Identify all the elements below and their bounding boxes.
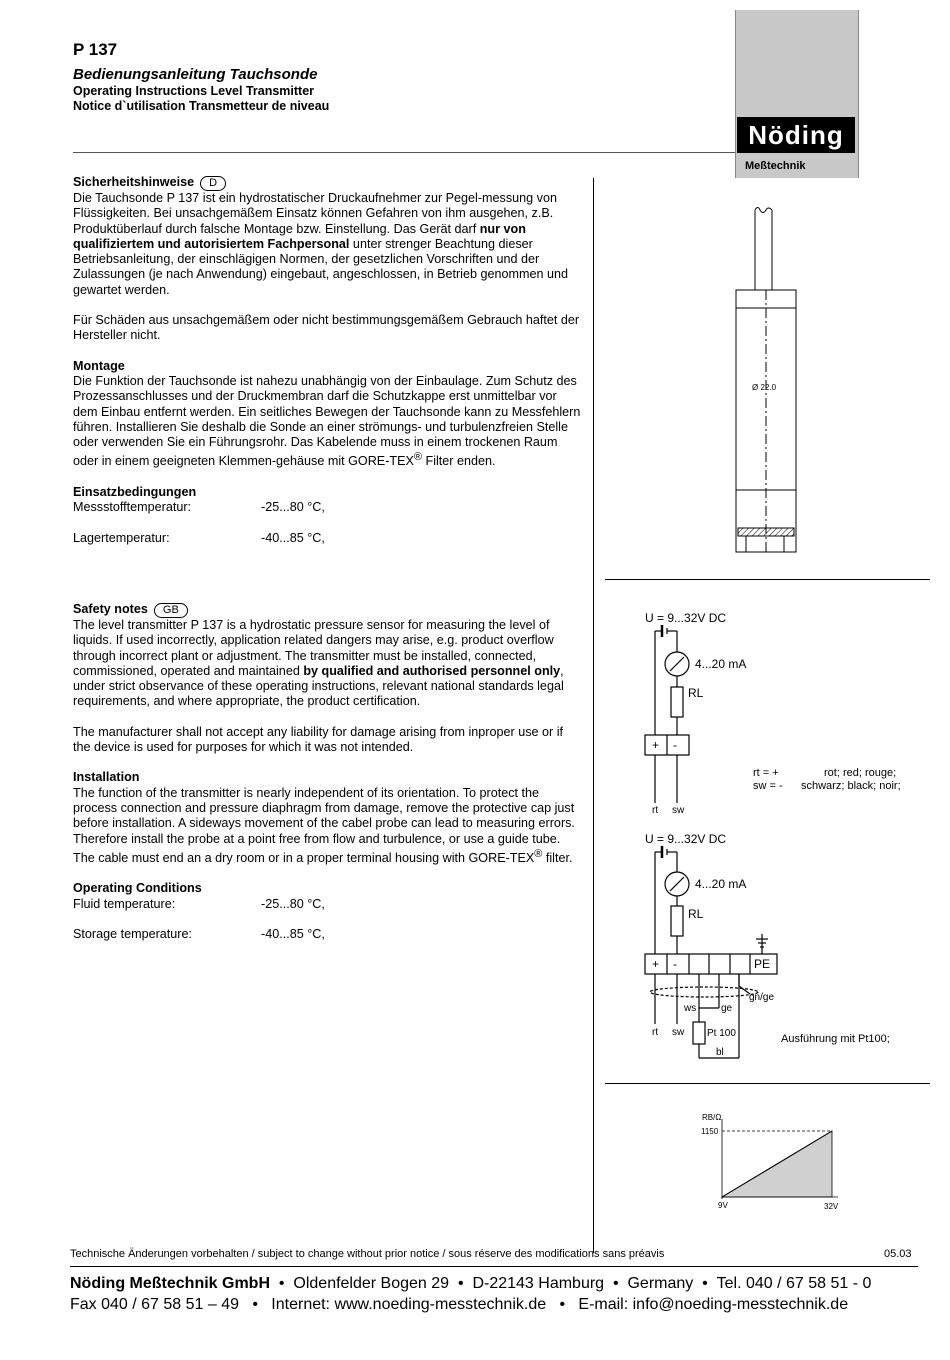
installation-paragraph: The function of the transmitter is nearly independent of its orientation. To protect the process connection and pressure diaphragm from damage, remove the protective cap just before installation. A sideways movement of the cabel probe can lead to measuring errors. Therefore install the probe at a point free from flow and turbulence, or use a guide tube. The cable must end an a dry room or in a proper terminal housing with GORE-TEX® filter. — [73, 785, 575, 866]
wire-bl-label: bl — [716, 1047, 724, 1058]
legend-sw-value: schwarz; black; noir; — [801, 780, 901, 792]
wire-rt-label-2: rt — [652, 1027, 659, 1038]
logo-tagline: Meßtechnik — [745, 160, 806, 172]
company-logo: Nöding — [737, 117, 855, 153]
telephone: Tel. 040 / 67 58 51 - 0 — [716, 1275, 872, 1292]
terminal-plus-1: + — [652, 738, 660, 752]
supply-label-1: U = 9...32V DC — [645, 611, 727, 625]
fax: Fax 040 / 67 58 51 – 49 — [70, 1296, 240, 1313]
footer-address-line: Nöding Meßtechnik GmbH • Oldenfelder Bogen 29 • D-22143 Hamburg • Germany • Tel. 040 / 67 58 51 - 0 — [70, 1275, 872, 1292]
footer-contact-line: Fax 040 / 67 58 51 – 49 • Internet: www.noeding-messtechnik.de • E-mail: info@noeding-messtechnik.de — [70, 1296, 849, 1313]
wire-gnge-label: gn/ge — [749, 992, 775, 1003]
legend-sw-key: sw = - — [753, 780, 783, 792]
legend-rt-key: rt = + — [753, 767, 779, 779]
column-divider — [593, 178, 594, 1253]
wire-sw-label-2: sw — [672, 1027, 685, 1038]
change-notice: Technische Änderungen vorbehalten / subject to change without prior notice / sous réserve des modifications sans préavis — [70, 1248, 665, 1260]
chart-y-label: RB/Ω — [702, 1113, 722, 1122]
subtitle-fr: Notice d`utilisation Transmetteur de niveau — [73, 99, 330, 113]
load-chart — [690, 1105, 860, 1215]
section-de — [73, 175, 583, 546]
right-divider-1 — [605, 579, 930, 580]
city: D-22143 Hamburg — [472, 1275, 605, 1292]
pt100-note: Ausführung mit Pt100; — [781, 1033, 890, 1045]
terminal-minus-1: - — [673, 738, 677, 752]
subtitle-de: Bedienungsanleitung Tauchsonde — [73, 66, 318, 83]
terminal-minus-2: - — [673, 957, 677, 971]
safety-paragraph-en: The level transmitter P 137 is a hydrostatic pressure sensor for measuring the level of liquids. If used incorrectly, application related dangers may arise, e.g. product overflow through incorrect plant or adjustment. The transmitter must be installed, connected, commissioned, operated and maintained by qualified and authorised personnel only, under strict observance of these operating instructions, relevant national standards legal requirements, and where appropriate, the product certification. — [73, 618, 564, 709]
chart-x-tick-max: 32V — [824, 1202, 839, 1211]
terminal-plus-2: + — [652, 957, 660, 971]
current-label-1: 4...20 mA — [695, 657, 747, 671]
probe-drawing — [720, 200, 820, 560]
email-link[interactable]: E-mail: info@noeding-messtechnik.de — [578, 1296, 849, 1313]
chart-x-tick-min: 9V — [718, 1201, 728, 1210]
street-address: Oldenfelder Bogen 29 — [293, 1275, 450, 1292]
conditions-heading-en: Operating Conditions — [73, 881, 202, 896]
document-date: 05.03 — [884, 1248, 912, 1260]
wiring-diagram-pt100 — [640, 826, 930, 1066]
montage-heading: Montage — [73, 358, 125, 373]
diameter-label: Ø 22.0 — [752, 383, 777, 392]
legend-rt-value: rot; red; rouge; — [824, 767, 897, 779]
montage-paragraph: Die Funktion der Tauchsonde ist nahezu unabhängig von der Einbaulage. Zum Schutz des Prozessanschlusses und der Druckmembran darf die Schutzkappe erst unmittelbar vor dem Einbau entfernt werden. Ein seitliches Bewegen der Tauchsonde kann zu Messfehlern führen. Installieren Sie deshalb die Sonde an einer strömungs- und turbulenzfreien Stelle oder verwenden Sie ein Führungsrohr. Das Kabelende muss in einem trockenen Raum oder in einem geeigneten Klemmen-gehäuse mit GORE-TEX® Filter enden. — [73, 373, 581, 469]
condition-row: Fluid temperature: -25...80 °C, — [73, 896, 325, 911]
language-badge-de: D — [200, 176, 226, 191]
supply-label-2: U = 9...32V DC — [645, 832, 727, 846]
section-en — [73, 602, 583, 943]
current-label-2: 4...20 mA — [695, 877, 747, 891]
wiring-diagram-2wire — [640, 605, 930, 820]
subtitle-en: Operating Instructions Level Transmitter — [73, 84, 315, 98]
language-badge-en: GB — [154, 603, 188, 618]
wire-rt-label-1: rt — [652, 805, 659, 816]
conditions-heading-de: Einsatzbedingungen — [73, 484, 197, 499]
right-divider-2 — [605, 1083, 930, 1084]
liability-paragraph-de: Für Schäden aus unsachgemäßem oder nicht bestimmungsgemäßem Gebrauch haftet der Hersteller nicht. — [73, 313, 580, 343]
footer-divider — [70, 1266, 918, 1267]
condition-row: Messstofftemperatur: -25...80 °C, — [73, 500, 325, 515]
terminal-pe: PE — [754, 957, 771, 971]
wire-ws-label: ws — [684, 1003, 697, 1014]
country: Germany — [627, 1275, 694, 1292]
safety-heading-de: Sicherheitshinweise — [73, 175, 195, 189]
installation-heading: Installation — [73, 770, 140, 785]
safety-paragraph-de: Die Tauchsonde P 137 ist ein hydrostatischer Druckaufnehmer zur Pegel-messung von Flüssigkeiten. Bei unsachgemäßem Einsatz können Gefahren von ihm ausgehen, z.B. Produktüberlauf durch falsche Montage bzw. Einstellung. Das Gerät darf nur von qualifiziertem und autorisiertem Fachpersonal unter strenger Beachtung dieser Betriebsanleitung, der einschlägigen Normen, der gesetzlichen Vorschriften und der Zulassungen (je nach Anwendung) eingebaut, angeschlossen, in Betrieb genommen und gewartet werden. — [73, 191, 568, 297]
load-label-1: RL — [688, 686, 704, 700]
liability-paragraph-en: The manufacturer shall not accept any liability for damage arising from inproper use or if the device is used for purposes for which it was not intended. — [73, 724, 563, 755]
condition-row: Storage temperature: -40...85 °C, — [73, 927, 325, 942]
pt100-label: Pt 100 — [707, 1028, 736, 1039]
load-label-2: RL — [688, 907, 704, 921]
company-name: Nöding Meßtechnik GmbH — [70, 1275, 270, 1292]
document-title: P 137 — [73, 40, 118, 59]
safety-heading-en: Safety notes — [73, 602, 148, 616]
wire-sw-label-1: sw — [672, 805, 685, 816]
wire-ge-label: ge — [721, 1003, 733, 1014]
chart-y-tick: 1150 — [701, 1127, 719, 1136]
condition-row: Lagertemperatur: -40...85 °C, — [73, 530, 325, 545]
website-link[interactable]: Internet: www.noeding-messtechnik.de — [271, 1296, 547, 1313]
